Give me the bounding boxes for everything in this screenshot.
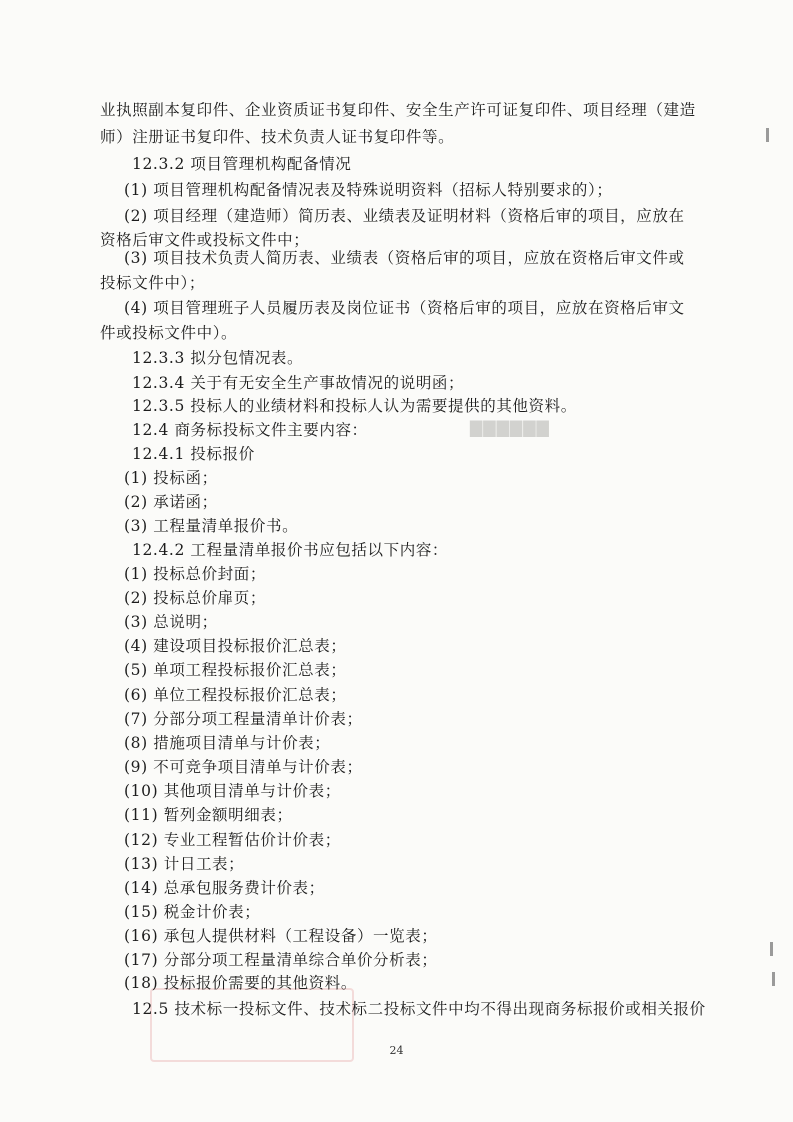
section-heading-12-3-5: 12.3.5 投标人的业绩材料和投标人认为需要提供的其他资料。: [132, 397, 577, 415]
list-item: (3) 总说明；: [124, 613, 218, 631]
paragraph-line: 师）注册证书复印件、技术负责人证书复印件等。: [100, 128, 455, 146]
list-item: (14) 总承包服务费计价表；: [124, 879, 325, 897]
section-heading-12-4-1: 12.4.1 投标报价: [132, 445, 255, 463]
list-item-continuation: 资格后审文件或投标文件中；: [100, 231, 310, 249]
list-item: (5) 单项工程投标报价汇总表；: [124, 661, 347, 679]
margin-mark: [772, 972, 775, 986]
list-item: (2) 投标总价扉页；: [124, 589, 266, 607]
list-item: (13) 计日工表；: [124, 855, 245, 873]
list-item: (1) 投标函；: [124, 469, 218, 487]
list-item-continuation: 件或投标文件中）。: [100, 324, 238, 342]
section-heading-12-3-3: 12.3.3 拟分包情况表。: [132, 349, 304, 367]
list-item: (9) 不可竞争项目清单与计价表；: [124, 758, 363, 776]
list-item: (17) 分部分项工程量清单综合单价分析表；: [124, 951, 438, 969]
list-item: (2) 承诺函；: [124, 493, 218, 511]
list-item: (10) 其他项目清单与计价表；: [124, 782, 341, 800]
list-item: (1) 项目管理机构配备情况表及特殊说明资料（招标人特别要求的）；: [124, 181, 613, 199]
list-item: (18) 投标报价需要的其他资料。: [124, 974, 357, 992]
bleed-through-text: ▇▇▇▇▇▇: [470, 418, 550, 437]
list-item: (4) 建设项目投标报价汇总表；: [124, 637, 347, 655]
list-item: (2) 项目经理（建造师）简历表、业绩表及证明材料（资格后审的项目，应放在: [124, 207, 685, 225]
list-item: (12) 专业工程暂估价计价表；: [124, 831, 341, 849]
list-item: (6) 单位工程投标报价汇总表；: [124, 686, 347, 704]
page-number: 24: [389, 1044, 404, 1057]
list-item: (8) 措施项目清单与计价表；: [124, 734, 331, 752]
section-heading-12-3-4: 12.3.4 关于有无安全生产事故情况的说明函；: [132, 374, 465, 392]
margin-mark: [766, 128, 769, 142]
section-heading-12-4-2: 12.4.2 工程量清单报价书应包括以下内容：: [132, 541, 449, 559]
list-item: (3) 工程量清单报价书。: [124, 517, 299, 535]
paragraph-line: 业执照副本复印件、企业资质证书复印件、安全生产许可证复印件、项目经理（建造: [100, 101, 696, 119]
section-heading-12-5: 12.5 技术标一投标文件、技术标二投标文件中均不得出现商务标报价或相关报价: [132, 1000, 706, 1018]
list-item: (15) 税金计价表；: [124, 903, 261, 921]
list-item: (16) 承包人提供材料（工程设备）一览表；: [124, 927, 438, 945]
list-item: (1) 投标总价封面；: [124, 565, 266, 583]
list-item: (4) 项目管理班子人员履历表及岗位证书（资格后审的项目，应放在资格后审文: [124, 299, 685, 317]
section-heading-12-4: 12.4 商务标投标文件主要内容：: [132, 421, 368, 439]
list-item: (7) 分部分项工程量清单计价表；: [124, 710, 363, 728]
list-item: (11) 暂列金额明细表；: [124, 806, 293, 824]
margin-mark: [770, 942, 773, 956]
list-item: (3) 项目技术负责人简历表、业绩表（资格后审的项目，应放在资格后审文件或: [124, 249, 685, 267]
list-item-continuation: 投标文件中）；: [100, 274, 205, 292]
section-heading-12-3-2: 12.3.2 项目管理机构配备情况: [132, 155, 352, 173]
